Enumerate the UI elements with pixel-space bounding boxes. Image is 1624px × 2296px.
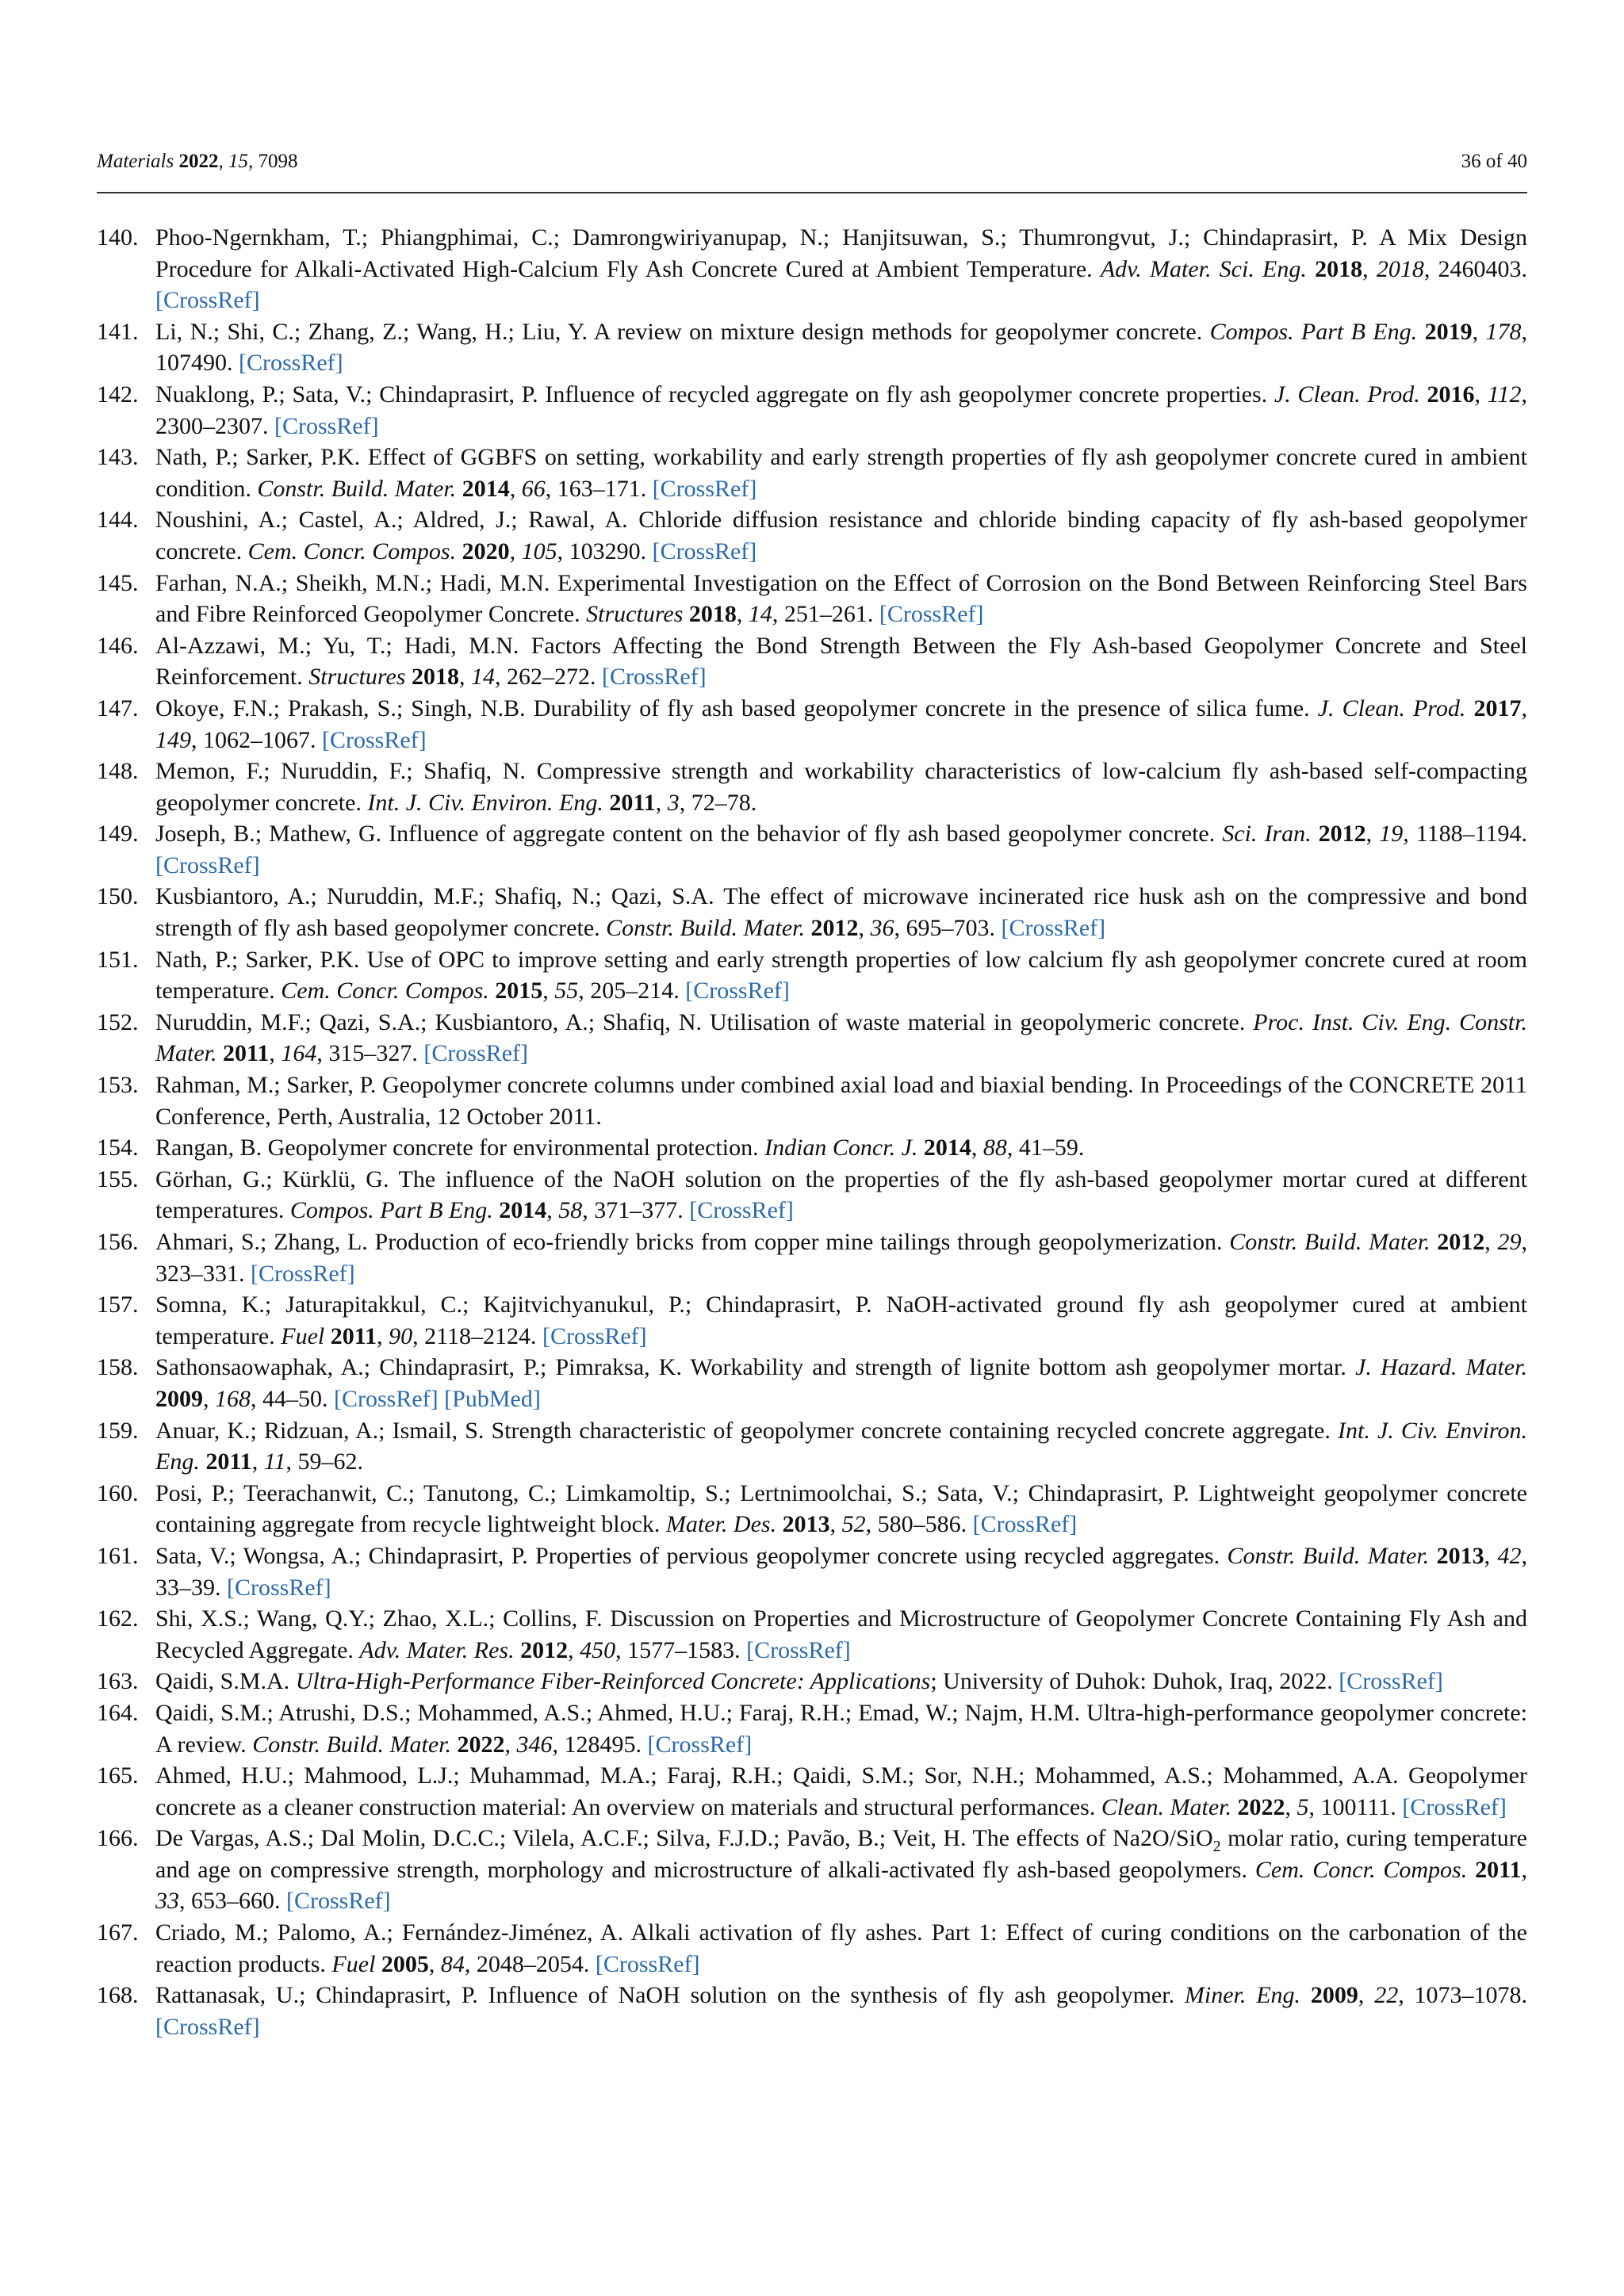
journal-year: 2022 xyxy=(178,151,219,172)
reference-item xyxy=(97,568,1527,630)
reference-text: , 262–272. xyxy=(494,664,602,691)
reference-number: 155. xyxy=(97,1165,139,1192)
reference-text: , xyxy=(736,601,749,628)
italic-text: 178 xyxy=(1485,318,1522,345)
italic-text: Cem. Concr. Compos. xyxy=(281,978,489,1004)
reference-number: 154. xyxy=(97,1135,139,1161)
reference-text: , 59–62. xyxy=(285,1448,363,1475)
crossref-link[interactable]: [CrossRef] xyxy=(972,1511,1078,1538)
crossref-link[interactable]: [CrossRef] xyxy=(227,1574,331,1601)
reference-number: 145. xyxy=(97,569,139,596)
reference-item xyxy=(97,1917,1527,1980)
reference-text xyxy=(1417,319,1424,345)
reference-item xyxy=(97,442,1527,504)
reference-item xyxy=(97,1540,1527,1603)
year-text: 2017 xyxy=(1473,695,1522,721)
reference-item xyxy=(97,1007,1527,1070)
crossref-link[interactable]: [CrossRef] xyxy=(689,1197,794,1224)
year-text: 2013 xyxy=(782,1511,830,1538)
italic-text: 52 xyxy=(841,1511,866,1538)
italic-text: Cem. Concr. Compos. xyxy=(1254,1856,1468,1883)
year-text: 2011 xyxy=(609,789,656,816)
italic-text: Indian Concr. J. xyxy=(764,1135,918,1161)
crossref-link[interactable]: [CrossRef] xyxy=(274,412,379,439)
italic-text: 164 xyxy=(281,1040,317,1067)
italic-text: 88 xyxy=(982,1135,1007,1161)
crossref-link[interactable]: [CrossRef] xyxy=(239,350,343,377)
reference-text: Nath, P.; Sarker, P.K. Use of OPC to improve setting and early strength properties of low calcium fly ash geopolymer concrete cured at room temperature. xyxy=(155,946,1527,1004)
reference-item xyxy=(97,944,1527,1007)
reference-item xyxy=(97,1478,1527,1540)
reference-text: Anuar, K.; Ridzuan, A.; Ismail, S. Strength characteristic of geopolymer concrete containing recycled concrete aggregate. xyxy=(155,1417,1338,1444)
reference-number: 152. xyxy=(97,1008,139,1035)
reference-text: Al-Azzawi, M.; Yu, T.; Hadi, M.N. Factors Affecting the Bond Strength Between the Fly Ash-based Geopolymer Concrete and Steel Reinforcement. xyxy=(155,632,1527,691)
italic-text: Sci. Iran. xyxy=(1222,821,1312,848)
reference-item xyxy=(97,1823,1527,1917)
reference-text: , 315–327. xyxy=(316,1040,424,1067)
reference-text xyxy=(451,1732,458,1758)
reference-number: 167. xyxy=(97,1919,139,1946)
italic-text: 29 xyxy=(1497,1229,1522,1255)
reference-text: Ahmed, H.U.; Mahmood, L.J.; Muhammad, M.A.; Faraj, R.H.; Qaidi, S.M.; Sor, N.H.; Mohammed, A.S.; Mohammed, A.A. Geopolymer concrete as a cleaner construction material: An overview on materials and structural performances. xyxy=(155,1762,1527,1820)
crossref-link[interactable]: [CrossRef] xyxy=(322,726,427,753)
year-text: 2018 xyxy=(1315,255,1363,282)
reference-text: Görhan, G.; Kürklü, G. The influence of the NaOH solution on the properties of the fly ash-based geopolymer mortar cured at different temperatures. xyxy=(155,1165,1527,1224)
pubmed-link[interactable]: [PubMed] xyxy=(444,1385,541,1412)
reference-number: 159. xyxy=(97,1417,139,1444)
crossref-link[interactable]: [CrossRef] xyxy=(1001,915,1106,942)
reference-text xyxy=(805,915,811,941)
reference-text: , 2048–2054. xyxy=(464,1950,596,1977)
reference-text: ; University of Duhok: Duhok, Iraq, 2022. xyxy=(930,1668,1339,1695)
year-text: 2012 xyxy=(1437,1229,1485,1255)
italic-text: Constr. Build. Mater. xyxy=(257,475,457,502)
year-text: 2014 xyxy=(923,1135,971,1161)
reference-text xyxy=(1312,821,1319,847)
reference-text: , xyxy=(1474,381,1488,408)
year-text: 2016 xyxy=(1427,381,1475,408)
reference-text xyxy=(1307,256,1315,282)
crossref-link[interactable]: [CrossRef] xyxy=(155,2013,260,2040)
year-text: 2013 xyxy=(1436,1542,1484,1569)
crossref-link[interactable]: [CrossRef] xyxy=(1339,1668,1443,1695)
reference-item xyxy=(97,1070,1527,1132)
crossref-link[interactable]: [CrossRef] xyxy=(1402,1793,1507,1820)
reference-text: Ahmari, S.; Zhang, L. Production of eco-friendly bricks from copper mine tailings through geopolymerization. xyxy=(155,1229,1230,1255)
reference-text: Somna, K.; Jaturapitakkul, C.; Kajitvichyanukul, P.; Chindaprasirt, P. NaOH-activated ground fly ash geopolymer cured at ambient temperature. xyxy=(155,1292,1527,1349)
reference-text xyxy=(776,1511,783,1537)
crossref-link[interactable]: [CrossRef] xyxy=(601,664,707,691)
reference-number: 150. xyxy=(97,883,139,910)
italic-text: 112 xyxy=(1487,381,1522,408)
italic-text: Constr. Build. Mater. xyxy=(606,915,805,942)
reference-text: , 33–39. xyxy=(155,1542,1528,1601)
reference-text xyxy=(217,1040,224,1066)
reference-text xyxy=(405,664,412,690)
reference-text: , 1577–1583. xyxy=(615,1636,747,1663)
italic-text: Compos. Part B Eng. xyxy=(1209,318,1418,345)
italic-text: 19 xyxy=(1379,821,1404,848)
reference-number: 166. xyxy=(97,1825,139,1852)
reference-text: , xyxy=(1472,318,1486,345)
journal-citation: Materials 2022, 15, 7098 xyxy=(97,151,298,172)
crossref-link[interactable]: [CrossRef] xyxy=(595,1950,700,1977)
italic-text: 5 xyxy=(1297,1793,1309,1820)
reference-text xyxy=(1300,1982,1311,2008)
reference-item xyxy=(97,379,1527,442)
reference-text: molar ratio, curing temperature and age on compressive strength, morphology and microstructure of alkali-activated fly ash-based geopolymers. xyxy=(155,1825,1527,1883)
reference-text: , xyxy=(1484,1229,1498,1255)
reference-text: , 100111. xyxy=(1308,1793,1403,1820)
journal-volume: 15 xyxy=(228,151,248,172)
reference-item xyxy=(97,1697,1527,1760)
italic-text: 22 xyxy=(1374,1982,1399,2009)
italic-text: 84 xyxy=(440,1950,465,1977)
italic-text: 55 xyxy=(554,978,579,1004)
reference-number: 161. xyxy=(97,1542,139,1569)
reference-text: , xyxy=(542,978,555,1004)
year-text: 2012 xyxy=(1318,821,1366,848)
reference-text: Nuaklong, P.; Sata, V.; Chindaprasirt, P. Influence of recycled aggregate on fly ash geopolymer concrete properties. xyxy=(155,381,1274,408)
reference-text: Noushini, A.; Castel, A.; Aldred, J.; Rawal, A. Chloride diffusion resistance and chloride binding capacity of fly ash-based geopolymer concrete. xyxy=(155,507,1527,564)
year-text: 2014 xyxy=(462,475,510,502)
reference-text: , xyxy=(655,789,668,816)
reference-text: , 1073–1078. xyxy=(1398,1982,1528,2009)
crossref-link[interactable]: [CrossRef] xyxy=(879,601,984,628)
italic-text: 346 xyxy=(516,1731,553,1758)
reference-text: , xyxy=(428,1950,441,1977)
crossref-link[interactable]: [CrossRef] xyxy=(652,475,757,502)
reference-text: Qaidi, S.M.A. xyxy=(155,1668,296,1695)
reference-text: , 103290. xyxy=(557,538,653,564)
italic-text: 3 xyxy=(667,789,680,816)
reference-text: Okoye, F.N.; Prakash, S.; Singh, N.B. Durability of fly ash based geopolymer concrete in the presence of silica fume. xyxy=(155,695,1318,721)
reference-number: 146. xyxy=(97,632,139,659)
reference-number: 147. xyxy=(97,695,139,721)
reference-text: , 41–59. xyxy=(1006,1135,1085,1161)
reference-text: , xyxy=(203,1385,215,1412)
crossref-link[interactable]: [CrossRef] xyxy=(334,1385,439,1412)
reference-text: , 1188–1194. xyxy=(1403,821,1527,848)
italic-text: Int. J. Civ. Environ. Eng. xyxy=(155,1417,1527,1475)
reference-text xyxy=(1467,1857,1475,1883)
italic-text: 14 xyxy=(470,664,495,691)
reference-text: , 323–331. xyxy=(155,1229,1528,1287)
reference-text: Phoo-Ngernkham, T.; Phiangphimai, C.; Damrongwiriyanupap, N.; Hanjitsuwan, S.; Thumrongvut, J.; Chindaprasirt, P. A Mix Design Procedure for Alkali-Activated High-Calcium Fly Ash Concrete Cured at Ambient Temperature. xyxy=(155,224,1527,282)
reference-text: , 205–214. xyxy=(578,978,686,1004)
italic-text: 66 xyxy=(521,475,546,502)
reference-number: 158. xyxy=(97,1354,139,1381)
reference-text: Qaidi, S.M.; Atrushi, D.S.; Mohammed, A.S.; Ahmed, H.U.; Faraj, R.H.; Emad, W.; Najm, H.M. Ultra-high-performance geopolymer concrete: A review. xyxy=(155,1699,1527,1758)
reference-text xyxy=(456,538,462,564)
reference-item xyxy=(97,1760,1527,1823)
reference-text: , 580–586. xyxy=(865,1511,973,1538)
crossref-link[interactable]: [CrossRef] xyxy=(746,1636,851,1663)
italic-text: Structures xyxy=(308,664,406,691)
reference-item xyxy=(97,818,1527,881)
reference-text: , xyxy=(251,1448,264,1475)
crossref-link[interactable]: [CrossRef] xyxy=(647,1731,753,1758)
reference-item xyxy=(97,1980,1527,2042)
italic-text: 2018 xyxy=(1376,255,1424,282)
reference-text: , 653–660. xyxy=(179,1888,286,1915)
year-text: 2012 xyxy=(810,915,859,942)
italic-text: Mater. Des. xyxy=(665,1511,777,1538)
italic-text: Adv. Mater. Res. xyxy=(359,1636,515,1663)
italic-text: Constr. Build. Mater. xyxy=(252,1731,452,1758)
year-text: 2011 xyxy=(205,1448,252,1475)
year-text: 2011 xyxy=(330,1322,377,1349)
year-text: 2009 xyxy=(1310,1982,1358,2009)
italic-text: J. Clean. Prod. xyxy=(1317,695,1466,721)
reference-item xyxy=(97,756,1527,818)
reference-text: , 107490. xyxy=(155,318,1527,377)
reference-number: 162. xyxy=(97,1605,139,1632)
italic-text: 149 xyxy=(155,726,191,753)
italic-text: 36 xyxy=(870,915,894,942)
reference-text: , xyxy=(458,664,471,691)
reference-text: , xyxy=(504,1731,517,1758)
italic-text: 11 xyxy=(263,1448,286,1475)
reference-text: Sata, V.; Wongsa, A.; Chindaprasirt, P. Properties of pervious geopolymer concrete using recycled aggregates. xyxy=(155,1542,1228,1569)
italic-text: 90 xyxy=(389,1322,413,1349)
reference-number: 143. xyxy=(97,444,139,471)
journal-name: Materials xyxy=(97,151,174,172)
year-text: 2019 xyxy=(1424,318,1473,345)
reference-text: Shi, X.S.; Wang, Q.Y.; Zhao, X.L.; Collins, F. Discussion on Properties and Microstructure of Geopolymer Concrete Containing Fly Ash and Recycled Aggregate. xyxy=(155,1605,1527,1663)
italic-text: Constr. Build. Mater. xyxy=(1229,1229,1431,1255)
reference-text: Rangan, B. Geopolymer concrete for environmental protection. xyxy=(155,1135,765,1161)
reference-text xyxy=(683,601,689,627)
italic-text: 58 xyxy=(558,1197,583,1224)
italic-text: Cem. Concr. Compos. xyxy=(247,538,457,564)
reference-item xyxy=(97,1132,1527,1164)
reference-number: 140. xyxy=(97,224,139,251)
italic-text: J. Hazard. Mater. xyxy=(1355,1354,1527,1381)
reference-text: , xyxy=(1285,1793,1297,1820)
reference-text: Sathonsaowaphak, A.; Chindaprasirt, P.; Pimraksa, K. Workability and strength of lignite bottom ash geopolymer mortar. xyxy=(155,1354,1355,1381)
reference-item xyxy=(97,1603,1527,1666)
reference-text xyxy=(324,1323,331,1349)
italic-text: Ultra-High-Performance Fiber-Reinforced Concrete: Applications xyxy=(295,1668,931,1695)
reference-text: , xyxy=(568,1636,580,1663)
reference-text: , 2460403. xyxy=(1423,255,1528,282)
reference-text: Farhan, N.A.; Sheikh, M.N.; Hadi, M.N. Experimental Investigation on the Effect of Corrosion on the Bond Between Reinforcing Steel Bars and Fibre Reinforced Geopolymer Concrete. xyxy=(155,569,1527,628)
reference-number: 165. xyxy=(97,1762,139,1789)
reference-text: , 1062–1067. xyxy=(191,726,322,753)
reference-text: , 2118–2124. xyxy=(412,1322,542,1349)
italic-text: Structures xyxy=(586,601,684,628)
reference-number: 160. xyxy=(97,1479,139,1506)
year-text: 2009 xyxy=(155,1385,203,1412)
reference-text: , 2300–2307. xyxy=(155,381,1528,439)
italic-text: J. Clean. Prod. xyxy=(1274,381,1420,408)
year-text: 2011 xyxy=(1475,1856,1522,1883)
reference-number: 168. xyxy=(97,1982,139,2009)
reference-text: , 163–171. xyxy=(545,475,653,502)
year-text: 2015 xyxy=(495,978,543,1004)
italic-text: Miner. Eng. xyxy=(1184,1982,1301,2009)
reference-number: 142. xyxy=(97,381,139,408)
reference-text: Posi, P.; Teerachanwit, C.; Tanutong, C.; Limkamoltip, S.; Lertnimoolchai, S.; Sata, V.; Chindaprasirt, P. Lightweight geopolymer concrete containing aggregate from recycle lightweight block. xyxy=(155,1479,1527,1538)
reference-item xyxy=(97,222,1527,316)
italic-text: 450 xyxy=(580,1636,616,1663)
italic-text: 42 xyxy=(1497,1542,1522,1569)
reference-item xyxy=(97,693,1527,756)
reference-text: , 44–50. xyxy=(251,1385,334,1412)
subscript-text: 2 xyxy=(1212,1838,1221,1856)
italic-text: Fuel xyxy=(281,1322,325,1349)
reference-number: 157. xyxy=(97,1292,139,1318)
year-text: 2022 xyxy=(457,1731,505,1758)
reference-text: , xyxy=(377,1322,389,1349)
italic-text: 33 xyxy=(155,1888,179,1915)
reference-text xyxy=(1465,695,1473,721)
year-text: 2020 xyxy=(462,538,510,564)
reference-item xyxy=(97,504,1527,567)
italic-text: Constr. Build. Mater. xyxy=(1227,1542,1430,1569)
italic-text: Compos. Part B Eng. xyxy=(289,1197,493,1224)
reference-number: 149. xyxy=(97,821,139,848)
reference-text: , xyxy=(1521,1856,1528,1883)
crossref-link[interactable]: [CrossRef] xyxy=(542,1322,647,1349)
reference-text: Rattanasak, U.; Chindaprasirt, P. Influence of NaOH solution on the synthesis of fly ash geopolymer. xyxy=(155,1982,1185,2009)
reference-text: Memon, F.; Nuruddin, F.; Shafiq, N. Compressive strength and workability characteristics of low-calcium fly ash-based self-compacting geopolymer concrete. xyxy=(155,758,1527,816)
page-number: 36 of 40 xyxy=(1461,151,1527,172)
italic-text: Clean. Mater. xyxy=(1101,1793,1231,1820)
reference-text xyxy=(917,1135,924,1161)
reference-number: 144. xyxy=(97,507,139,534)
reference-item xyxy=(97,881,1527,943)
reference-text: , xyxy=(509,538,522,564)
reference-number: 148. xyxy=(97,758,139,785)
reference-number: 163. xyxy=(97,1668,139,1695)
reference-text: Li, N.; Shi, C.; Zhang, Z.; Wang, H.; Liu, Y. A review on mixture design methods for geopolymer concrete. xyxy=(155,318,1210,345)
reference-number: 164. xyxy=(97,1699,139,1726)
reference-item xyxy=(97,1226,1527,1289)
italic-text: Adv. Mater. Sci. Eng. xyxy=(1100,255,1307,282)
reference-number: 156. xyxy=(97,1229,139,1255)
reference-text: , xyxy=(269,1040,282,1067)
reference-text: , xyxy=(971,1135,983,1161)
year-text: 2018 xyxy=(688,601,737,628)
italic-text: 14 xyxy=(748,601,772,628)
reference-text: , xyxy=(1358,1982,1375,2009)
reference-text: , xyxy=(1365,821,1380,848)
reference-text xyxy=(375,1951,381,1977)
reference-text: De Vargas, A.S.; Dal Molin, D.C.C.; Vilela, A.C.F.; Silva, F.J.D.; Pavão, B.; Veit, H. The effects of Na2O/SiO xyxy=(155,1825,1213,1852)
reference-text: , xyxy=(546,1197,559,1224)
reference-number: 153. xyxy=(97,1072,139,1099)
year-text: 2005 xyxy=(381,1950,429,1977)
crossref-link[interactable]: [CrossRef] xyxy=(155,287,260,314)
crossref-link[interactable]: [CrossRef] xyxy=(652,538,757,564)
crossref-link[interactable]: [CrossRef] xyxy=(155,851,260,878)
reference-item xyxy=(97,1666,1527,1697)
reference-text: Criado, M.; Palomo, A.; Fernández-Jiménez, A. Alkali activation of fly ashes. Part 1: Effect of curing conditions on the carbonation of the reaction products. xyxy=(155,1919,1527,1977)
reference-item xyxy=(97,1352,1527,1414)
reference-text: , xyxy=(1362,255,1377,282)
italic-text: Int. J. Civ. Environ. Eng. xyxy=(367,789,603,816)
reference-text: , xyxy=(509,475,522,502)
crossref-link[interactable]: [CrossRef] xyxy=(286,1888,391,1915)
reference-text xyxy=(456,476,462,502)
reference-text: , xyxy=(1484,1542,1498,1569)
reference-text xyxy=(515,1637,521,1663)
page-header xyxy=(97,151,1527,193)
reference-text: , xyxy=(1521,695,1527,721)
reference-text: Nuruddin, M.F.; Qazi, S.A.; Kusbiantoro, A.; Shafiq, N. Utilisation of waste material in geopolymeric concrete. xyxy=(155,1008,1254,1035)
reference-item xyxy=(97,316,1527,379)
year-text: 2011 xyxy=(223,1040,270,1067)
reference-text: , 371–377. xyxy=(582,1197,690,1224)
crossref-link[interactable]: [CrossRef] xyxy=(685,978,790,1004)
reference-text xyxy=(1429,1543,1436,1569)
crossref-link[interactable]: [CrossRef] xyxy=(423,1040,529,1067)
crossref-link[interactable]: [CrossRef] xyxy=(251,1260,355,1287)
reference-text: , xyxy=(858,915,871,942)
reference-text: Joseph, B.; Mathew, G. Influence of aggregate content on the behavior of fly ash based geopolymer concrete. xyxy=(155,821,1223,848)
italic-text: 105 xyxy=(521,538,557,564)
reference-number: 141. xyxy=(97,318,139,345)
reference-text: Rahman, M.; Sarker, P. Geopolymer concrete columns under combined axial load and biaxial bending. In Proceedings of the CONCRETE 2011 Conference, Perth, Australia, 12 October 2011. xyxy=(155,1072,1527,1130)
italic-text: 168 xyxy=(215,1385,251,1412)
reference-text: Nath, P.; Sarker, P.K. Effect of GGBFS on setting, workability and early strength properties of fly ash geopolymer concrete cured in ambient condition. xyxy=(155,444,1527,502)
reference-text: , 251–261. xyxy=(772,601,879,628)
italic-text: Proc. Inst. Civ. Eng. Constr. Mater. xyxy=(155,1008,1527,1067)
reference-text: , xyxy=(829,1511,842,1538)
reference-list xyxy=(97,222,1527,2042)
reference-text: , 72–78. xyxy=(679,789,757,816)
reference-item xyxy=(97,630,1527,693)
reference-number: 151. xyxy=(97,946,139,973)
reference-item xyxy=(97,1415,1527,1478)
reference-item xyxy=(97,1164,1527,1226)
year-text: 2018 xyxy=(411,664,459,691)
year-text: 2014 xyxy=(499,1197,547,1224)
year-text: 2022 xyxy=(1237,1793,1285,1820)
reference-item xyxy=(97,1289,1527,1352)
article-number: 7098 xyxy=(258,151,298,172)
reference-text: , 128495. xyxy=(552,1731,648,1758)
reference-text: , 695–703. xyxy=(894,915,1002,942)
italic-text: Fuel xyxy=(331,1950,376,1977)
reference-text xyxy=(1431,1229,1438,1255)
year-text: 2012 xyxy=(520,1636,569,1663)
reference-text: Kusbiantoro, A.; Nuruddin, M.F.; Shafiq, N.; Qazi, S.A. The effect of microwave incinerated rice husk ash on the compressive and bond strength of fly ash based geopolymer concrete. xyxy=(155,883,1527,942)
